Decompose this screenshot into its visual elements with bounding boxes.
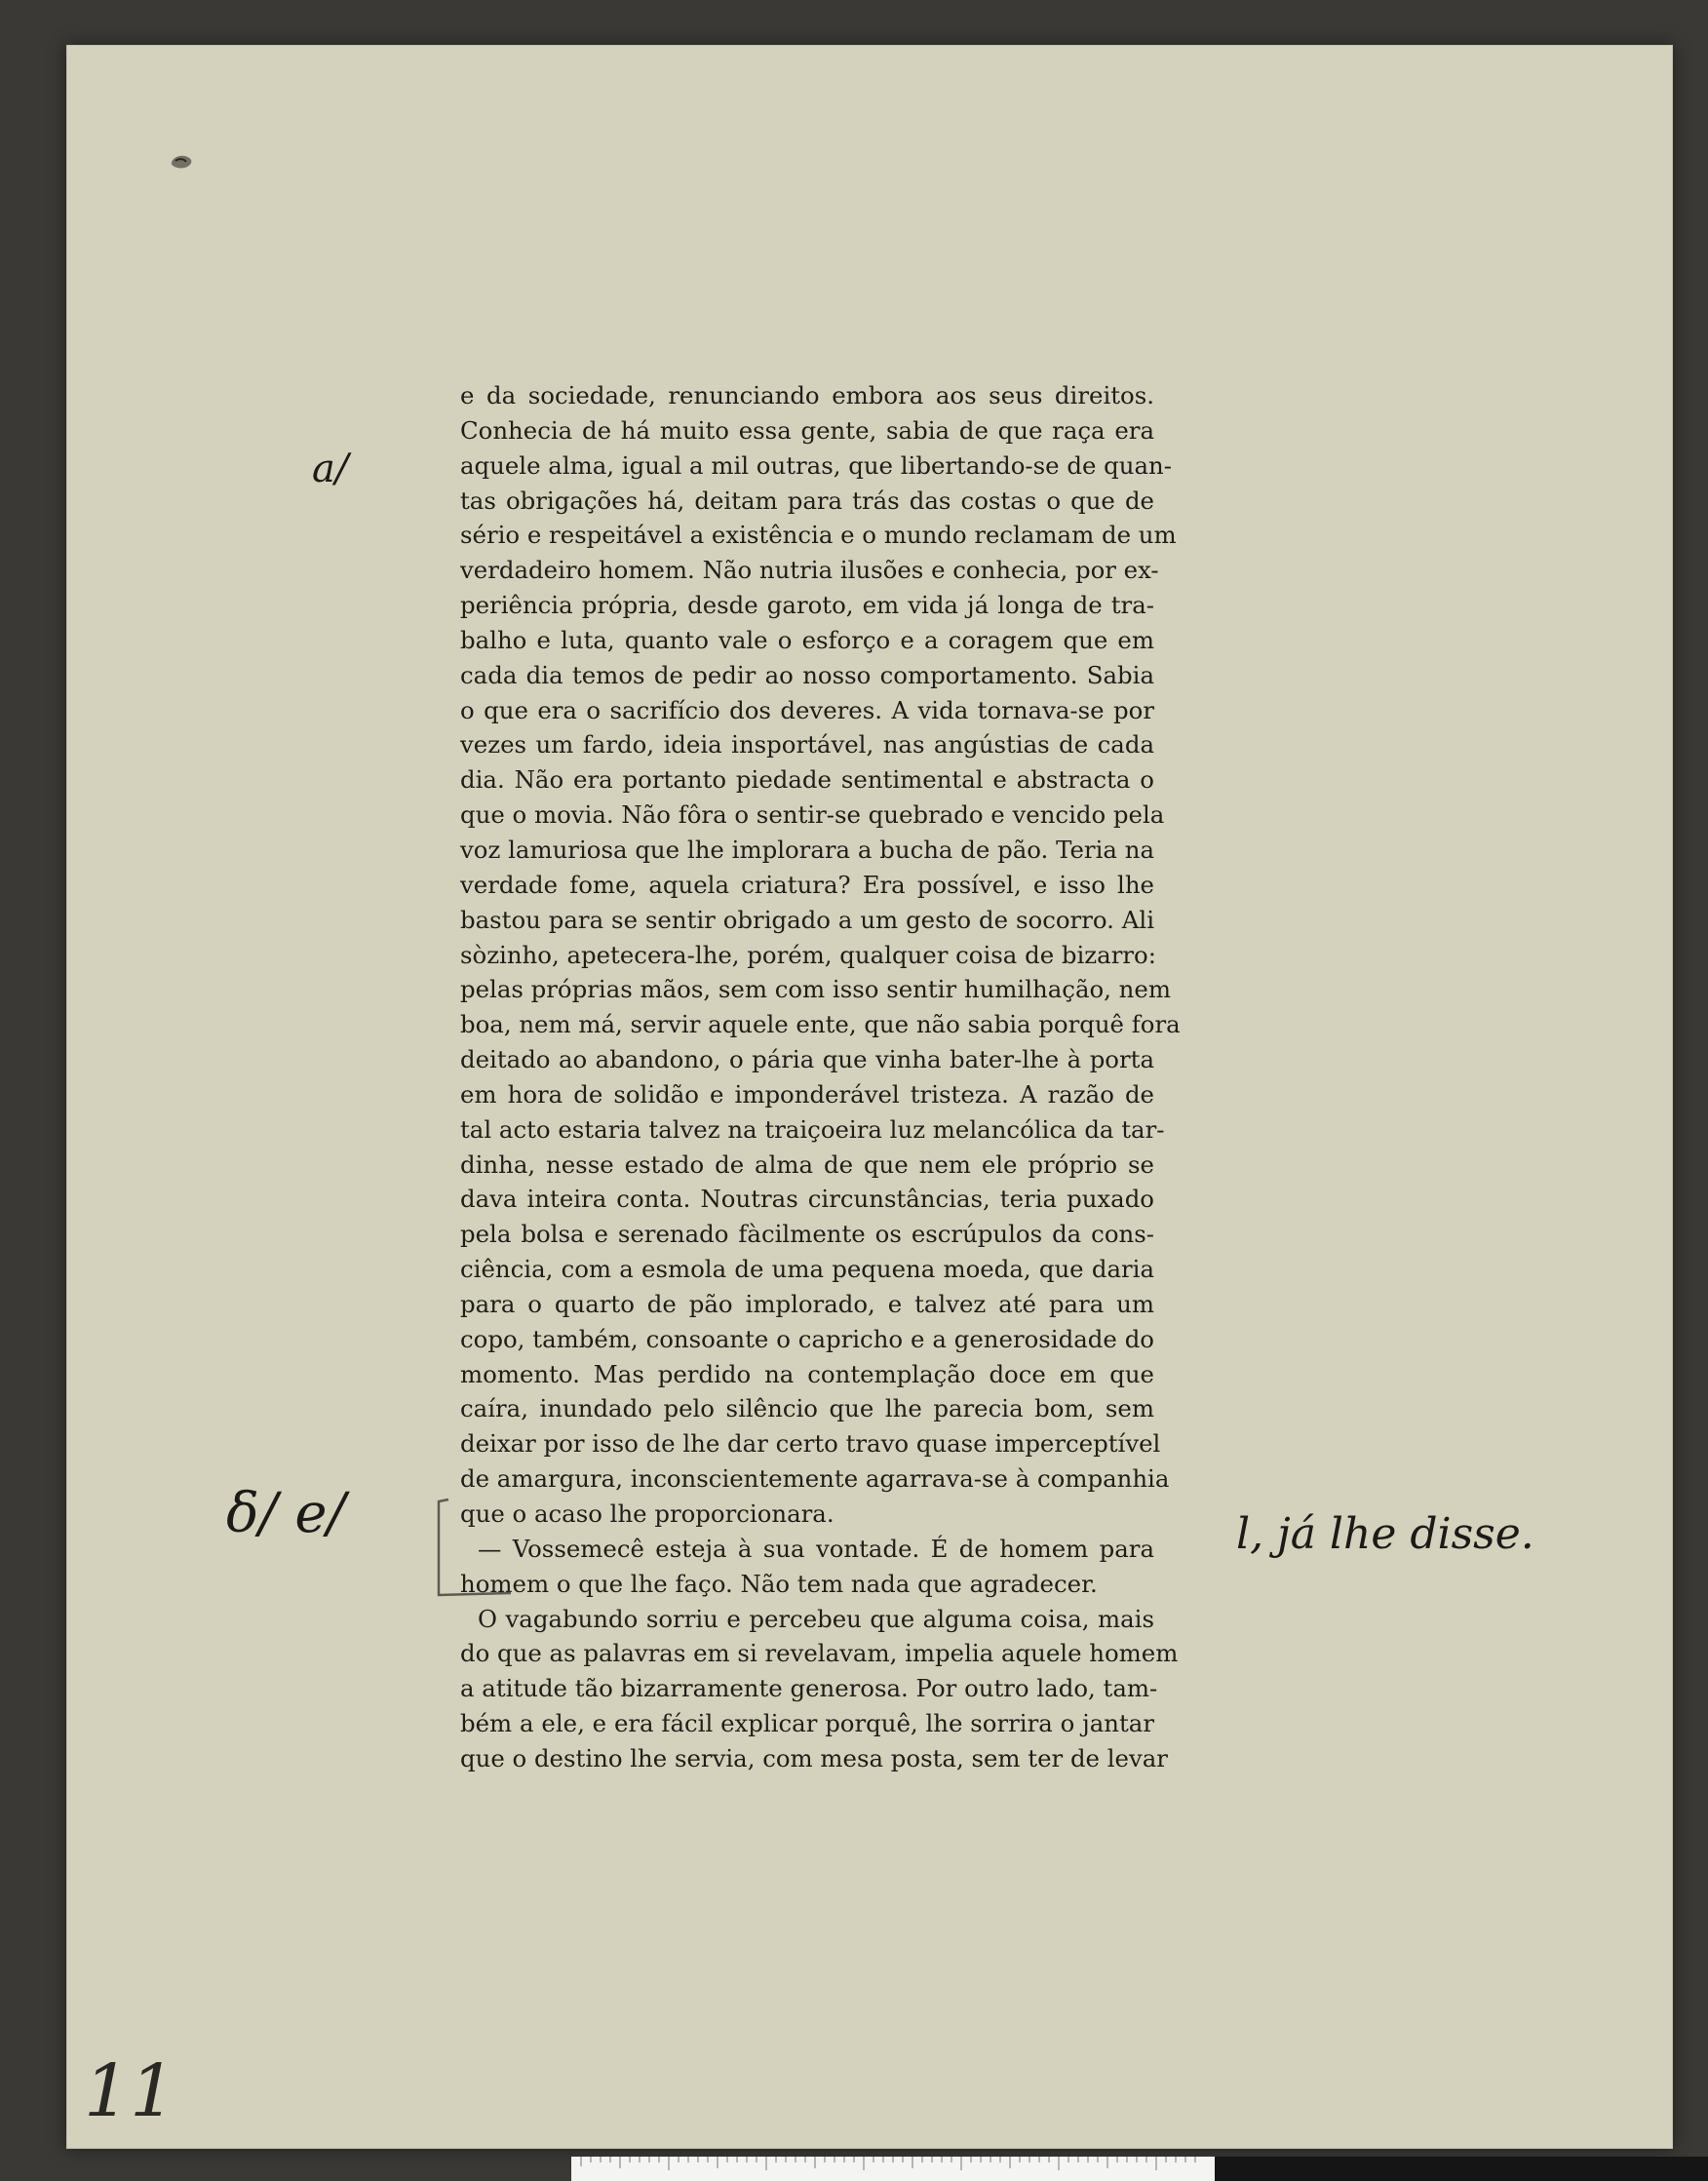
page-number: 11 (84, 2049, 176, 2133)
text-line: dava inteira conta. Noutras circunstâncias, teria puxado (460, 1185, 1154, 1214)
text-line: tas obrigações há, deitam para trás das costas o que de (460, 486, 1154, 515)
text-line: para o quarto de pão implorado, e talvez até para um (460, 1289, 1154, 1318)
scale-ruler-dark-segment (1215, 2157, 1708, 2181)
text-line: de amargura, inconscientemente agarrava-se à companhia (460, 1464, 1170, 1494)
text-line: vezes um fardo, ideia insportável, nas angústias de cada (460, 730, 1154, 759)
dialogue-line: homem o que lhe faço. Não tem nada que agradecer. (460, 1569, 1098, 1598)
text-line: momento. Mas perdido na contemplação doce em que (460, 1359, 1154, 1388)
text-line: O vagabundo sorriu e percebeu que alguma coisa, mais (478, 1604, 1154, 1633)
text-line: ciência, com a esmola de uma pequena moeda, que daria (460, 1255, 1154, 1284)
text-line: sòzinho, apetecera-lhe, porém, qualquer coisa de bizarro: (460, 940, 1156, 969)
text-line: bastou para se sentir obrigado a um gesto de socorro. Ali (460, 905, 1154, 934)
text-line: que o destino lhe servia, com mesa posta, sem ter de levar (460, 1743, 1168, 1772)
text-line: sério e respeitável a existência e o mundo reclamam de um (460, 521, 1177, 550)
margin-note-right: l, já lhe disse. (1236, 1509, 1534, 1559)
margin-note-left-bottom: δ/ e/ (226, 1482, 346, 1545)
text-line: deixar por isso de lhe dar certo travo quase imperceptível (460, 1429, 1161, 1459)
text-line: verdade fome, aquela criatura? Era possível, e isso lhe (460, 870, 1154, 899)
text-line: pelas próprias mãos, sem com isso sentir humilhação, nem (460, 975, 1171, 1004)
text-line: do que as palavras em si revelavam, impelia aquele homem (460, 1639, 1179, 1668)
text-line: bém a ele, e era fácil explicar porquê, lhe sorrira o jantar (460, 1709, 1154, 1738)
text-line: tal acto estaria talvez na traiçoeira luz melancólica da tar- (460, 1114, 1165, 1144)
text-line: dia. Não era portanto piedade sentimental e abstracta o (460, 765, 1154, 795)
text-line: Conhecia de há muito essa gente, sabia de que raça era (460, 415, 1154, 445)
text-line: o que era o sacrifício dos deveres. A vida tornava-se por (460, 695, 1154, 724)
dialogue-line: — Vossemecê esteja à sua vontade. É de homem para (478, 1534, 1154, 1563)
text-line: em hora de solidão e imponderável tristeza. A razão de (460, 1079, 1154, 1109)
text-line: aquele alma, igual a mil outras, que libertando-se de quan- (460, 450, 1172, 480)
text-line: e da sociedade, renunciando embora aos seus direitos. (460, 381, 1154, 409)
text-line: dinha, nesse estado de alma de que nem ele próprio se (460, 1149, 1154, 1179)
text-line: balho e luta, quanto vale o esforço e a coragem que em (460, 625, 1154, 654)
text-line: periência própria, desde garoto, em vida já longa de tra- (460, 591, 1154, 620)
text-line: a atitude tão bizarramente generosa. Por outro lado, tam- (460, 1674, 1158, 1703)
text-line: que o acaso lhe proporcionara. (460, 1499, 835, 1528)
body-text (460, 378, 1181, 1776)
text-line: voz lamuriosa que lhe implorara a bucha de pão. Teria na (460, 835, 1154, 864)
text-line: caíra, inundado pelo silêncio que lhe parecia bom, sem (460, 1394, 1154, 1423)
text-line: pela bolsa e serenado fàcilmente os escrúpulos da cons- (460, 1220, 1154, 1249)
text-line: boa, nem má, servir aquele ente, que não sabia porquê fora (460, 1010, 1181, 1039)
margin-note-left-top: a/ (312, 447, 349, 491)
text-line: que o movia. Não fôra o sentir-se quebrado e vencido pela (460, 800, 1165, 830)
text-line: deitado ao abandono, o pária que vinha bater-lhe à porta (460, 1045, 1154, 1074)
ink-speck-icon (168, 150, 197, 174)
text-line: verdadeiro homem. Não nutria ilusões e conhecia, por ex- (460, 556, 1159, 585)
text-line: copo, também, consoante o capricho e a generosidade do (460, 1324, 1154, 1353)
text-line: cada dia temos de pedir ao nosso comportamento. Sabia (460, 660, 1154, 689)
